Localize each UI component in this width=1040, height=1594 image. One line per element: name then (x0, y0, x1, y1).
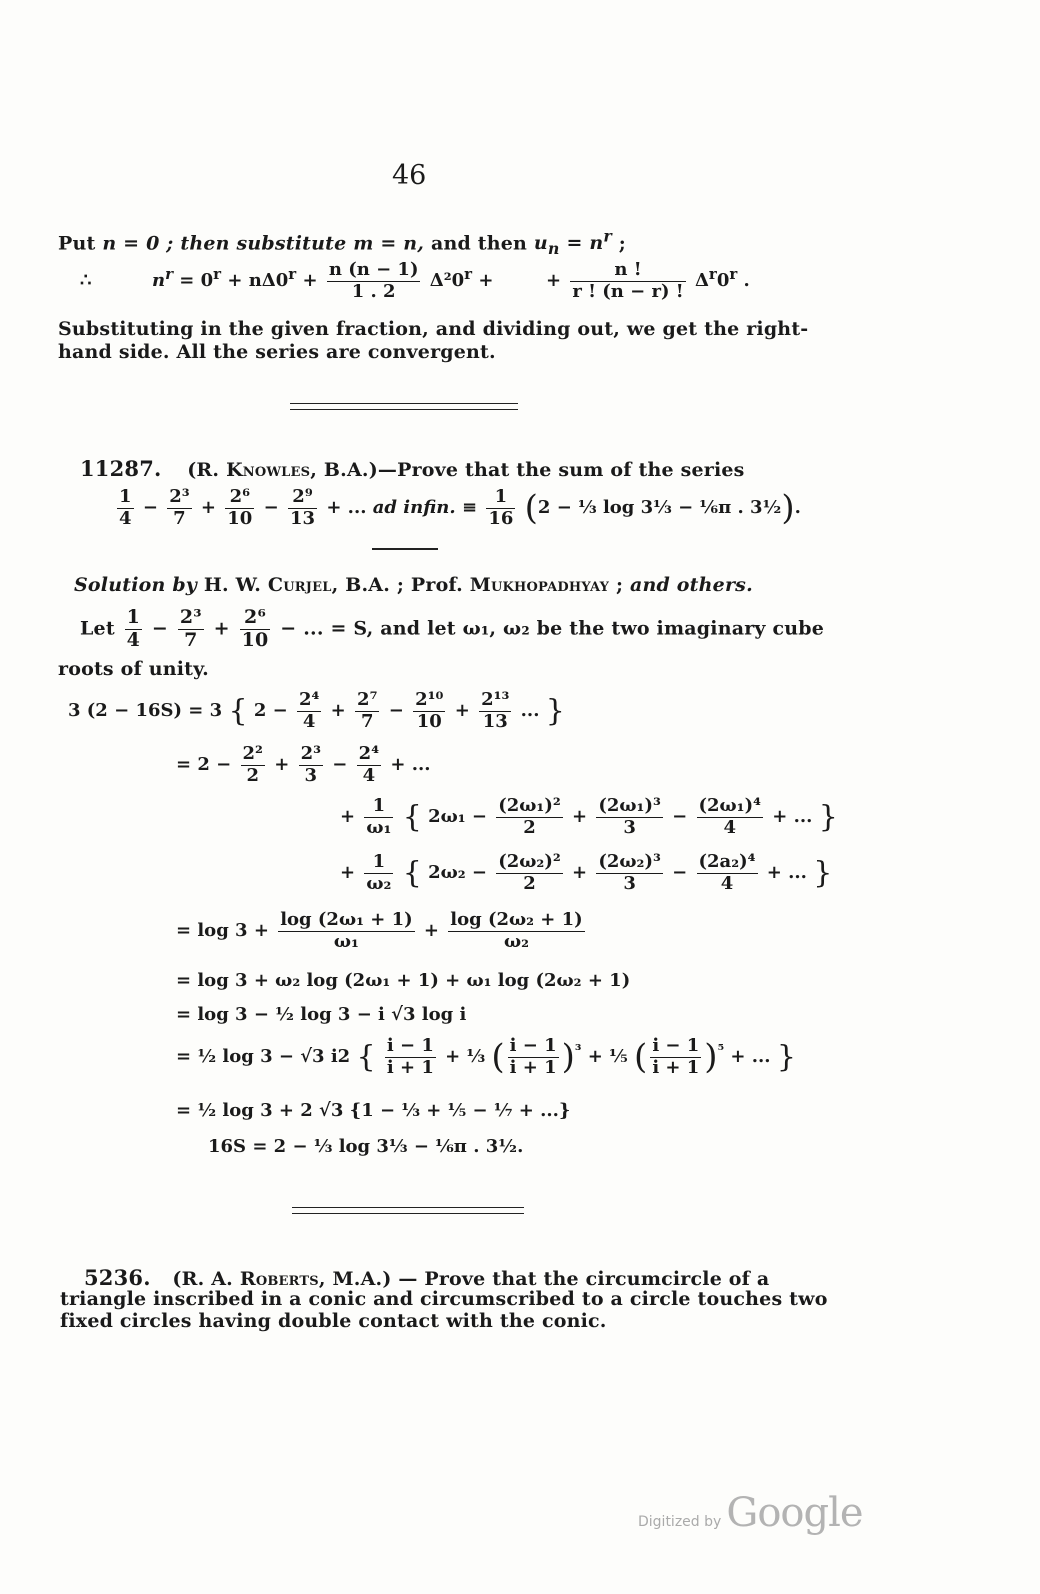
derivation-line-6: = log 3 + ω₂ log (2ω₁ + 1) + ω₁ log (2ω₂ + 1) (176, 970, 631, 991)
solution-heading: Solution by H. W. Curjel, B.A. ; Prof. Mukhopadhyay ; and others. (74, 574, 753, 596)
problem-5236-line-2: triangle inscribed in a conic and circumscribed to a circle touches two (60, 1288, 828, 1310)
problem-5236-line-3: fixed circles having double contact with the conic. (60, 1310, 607, 1332)
derivation-line-1: 3 (2 − 16S) = 3 { 2 − $\frac{\text{2⁴}}{4}$ + $\frac{\text{2⁷}}{7}$ − $\frac{\text{2¹⁰}}{10}$ + $\frac{\text{2¹³}}{13}$ ... } (68, 689, 565, 732)
derivation-line-9: = ½ log 3 + 2 √3 {1 − ⅓ + ⅕ − ⅐ + ...} (176, 1100, 571, 1121)
intro-line-1: Put n = 0 ; then substitute m = n, and then $u_n = n^r$ ; (58, 227, 626, 259)
derivation-line-2: = 2 − $\frac{\text{2²}}{2}$ + $\frac{\text{2³}}{3}$ − $\frac{\text{2⁴}}{4}$ + ... (176, 743, 431, 786)
derivation-line-4: + $\frac{1}{\text{ω₂}}$ { 2ω₂ − $\frac{\text{(2ω₂)²}}{2}$ + $\frac{\text{(2ω₂)³}}{3}$ − $\frac{\text{(2a₂)⁴}}{4}$ + ... } (340, 851, 833, 894)
section-divider (292, 1207, 524, 1208)
derivation-line-8: = ½ log 3 − √3 i2 { $\frac{i - 1}{i + 1}$ + ⅓ ( $\frac{i - 1}{i + 1}$ )$^{^3}$ + ⅕ ( $\frac{i - 1}{i + 1}$ )$^{^5}$ + ... } (176, 1035, 796, 1078)
page-number: 46 (392, 160, 427, 191)
solution-let-line: Let $\frac{1}{4}$ − $\frac{\text{2³}}{7}$ + $\frac{\text{2⁶}}{10}$ − ... = S, and let ω₁, ω₂ be the two imaginary cube (80, 606, 825, 651)
problem-11287-series: $\frac{1}{4}$ − $\frac{\text{2³}}{7}$ + $\frac{\text{2⁶}}{10}$ − $\frac{\text{2⁹}}{13}$ + ... ad infin. ≡ $\frac{1}{16}$ (2 − ⅓ log 3⅓ − ⅙π . 3½). (119, 486, 801, 529)
intro-paragraph-line-1: Substituting in the given fraction, and dividing out, we get the right- (58, 318, 809, 340)
fraction: $\frac{n !}{r ! (n - r) !}$ (572, 259, 684, 302)
derivation-line-10: 16S = 2 − ⅓ log 3⅓ − ⅙π . 3½. (208, 1136, 524, 1157)
solution-let-line-2: roots of unity. (58, 658, 210, 680)
intro-equation: ∴ $n^r = 0^r + n\Delta 0^r$ + $\frac{n (n - 1)}{1 . 2}$ Δ²0$^r$ + + $\frac{n !}{r ! (n - r) !}$ $\Delta^r0^r$ . (80, 259, 750, 302)
intro-paragraph-line-2: hand side. All the series are convergent. (58, 341, 496, 363)
derivation-line-5: = log 3 + $\frac{\text{log (2ω₁ + 1)}}{\text{ω₁}}$ + $\frac{\text{log (2ω₂ + 1)}}{\text{ω₂}}$ (176, 909, 583, 952)
problem-11287-heading: 11287. (R. Knowles, B.A.)—Prove that the sum of the series (80, 456, 745, 481)
digitized-by-google-watermark: Digitized by Google (638, 1490, 863, 1536)
problem-5236-heading: 5236. (R. A. Roberts, M.A.) — Prove that the circumcircle of a (84, 1265, 770, 1290)
section-divider (290, 409, 518, 410)
section-divider (292, 1213, 524, 1214)
short-divider (372, 548, 438, 550)
fraction: $\frac{n (n - 1)}{1 . 2}$ (328, 259, 419, 302)
derivation-line-3: + $\frac{1}{\text{ω₁}}$ { 2ω₁ − $\frac{\text{(2ω₁)²}}{2}$ + $\frac{\text{(2ω₁)³}}{3}$ − $\frac{\text{(2ω₁)⁴}}{4}$ + ... } (340, 795, 838, 838)
section-divider (290, 403, 518, 404)
derivation-line-7: = log 3 − ½ log 3 − i √3 log i (176, 1004, 467, 1025)
